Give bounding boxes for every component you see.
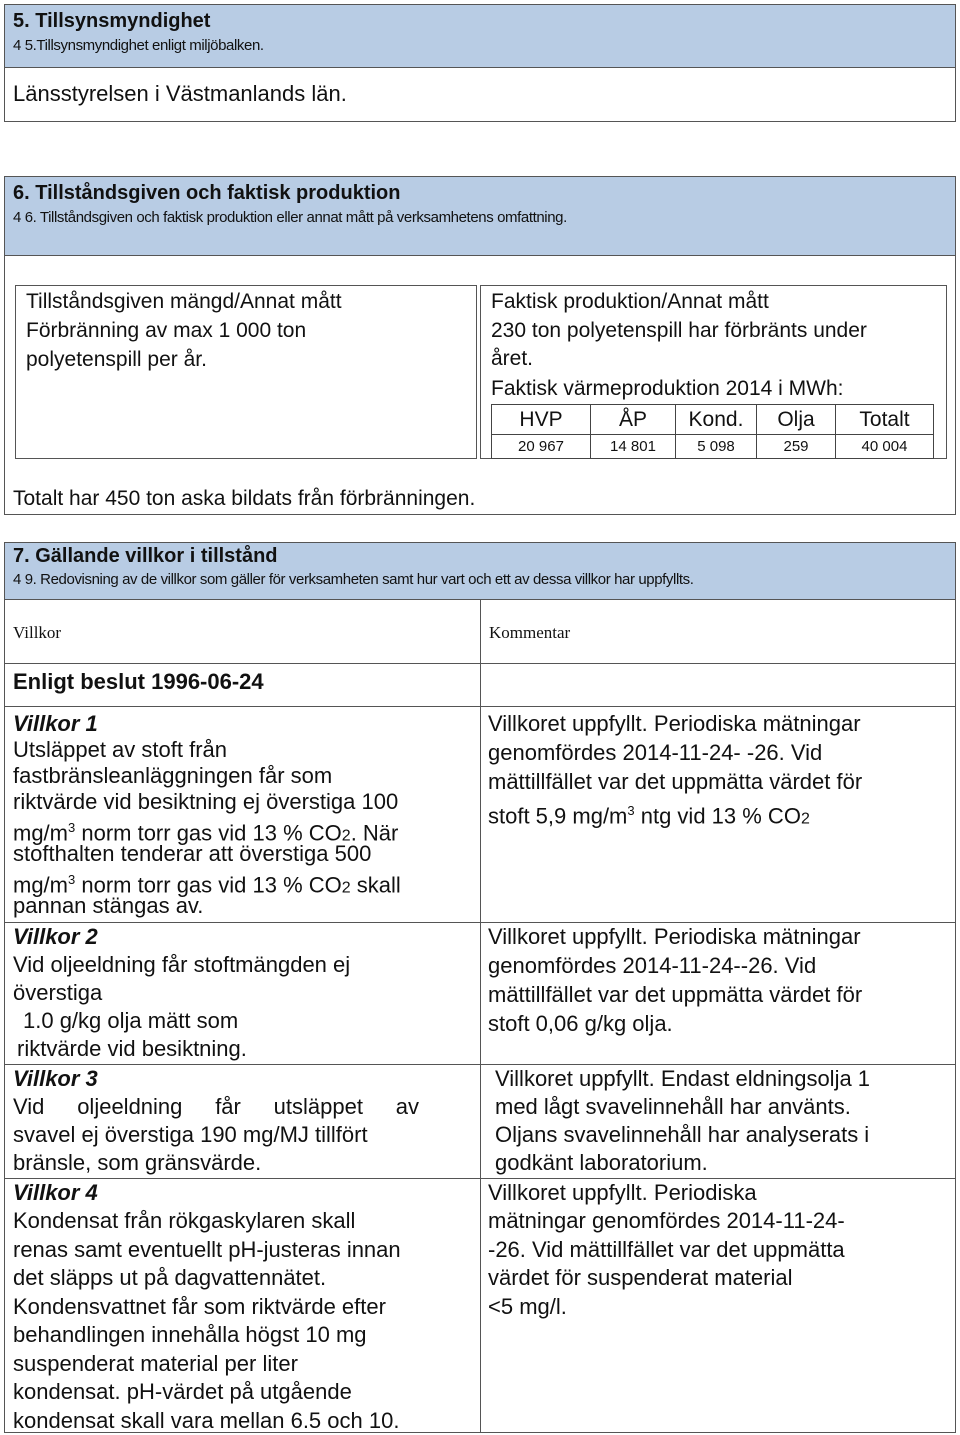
condition-3-line: Vid oljeeldning får utsläppet av (13, 1094, 419, 1119)
condition-2-line: riktvärde vid besiktning. (17, 1036, 247, 1061)
condition-4-line: renas samt eventuellt pH-justeras innan (13, 1237, 401, 1262)
condition-1-line: fastbränsleanläggningen får som (13, 763, 333, 788)
text-part: norm torr gas vid 13 % CO (75, 820, 342, 846)
condition-2-title: Villkor 2 (13, 924, 98, 949)
condition-1-cell (4, 706, 481, 923)
permitted-line-2: polyetenspill per år. (26, 348, 207, 371)
permitted-line-1: Förbränning av max 1 000 ton (26, 319, 307, 342)
col-villkor-label: Villkor (13, 623, 62, 642)
comment-4-line: -26. Vid mättillfället var det uppmätta (488, 1237, 845, 1262)
authority-value: Länsstyrelsen i Västmanlands län. (13, 81, 347, 106)
comment-2-line: stoft 0,06 g/kg olja. (488, 1011, 673, 1036)
condition-2-line: överstiga (13, 980, 103, 1005)
condition-3-cell (4, 1064, 481, 1179)
condition-4-line: suspenderat material per liter (13, 1351, 298, 1376)
actual-line-2: året. (491, 347, 534, 370)
heat-header: ÅP (591, 405, 676, 435)
superscript: 3 (68, 820, 76, 835)
text-part: skall (350, 872, 401, 898)
text-part: . När (350, 820, 399, 846)
condition-4-cell (4, 1178, 481, 1433)
actual-box (480, 285, 947, 459)
text-part: mg/m (13, 872, 68, 898)
condition-4-line: Kondensvattnet får som riktvärde efter (13, 1294, 386, 1319)
actual-line-1: 230 ton polyetenspill har förbränts under (491, 319, 867, 342)
condition-4-line: behandlingen innehålla högst 10 mg (13, 1322, 367, 1347)
comment-1-line: Villkoret uppfyllt. Periodiska mätningar (488, 711, 861, 736)
section-6-body (4, 255, 956, 515)
section-6-title: 6. Tillståndsgiven och faktisk produktion (13, 182, 401, 204)
decision-divider (480, 663, 481, 707)
decision-text: Enligt beslut 1996-06-24 (13, 669, 264, 694)
col-kommentar-label: Kommentar (489, 623, 571, 642)
heat-header: Kond. (676, 405, 757, 435)
heat-value: 20 967 (492, 435, 591, 459)
comment-1-line: genomfördes 2014-11-24- -26. Vid (488, 740, 823, 765)
condition-4-line: kondensat. pH-värdet på utgående (13, 1379, 352, 1404)
subscript-digit: 2 (800, 810, 810, 828)
condition-4-line: kondensat skall vara mellan 6.5 och 10. (13, 1408, 400, 1433)
permitted-box (15, 285, 477, 459)
condition-3-line: bränsle, som gränsvärde. (13, 1150, 262, 1175)
comment-4-cell (480, 1178, 956, 1433)
comment-2-line: Villkoret uppfyllt. Periodiska mätningar (488, 924, 861, 949)
comment-3-line: med lågt svavelinnehåll har använts. (495, 1094, 851, 1119)
comment-1-line (488, 796, 810, 833)
text-part: ntg vid 13 % CO (634, 803, 801, 829)
heat-table (491, 404, 934, 459)
superscript: 3 (627, 803, 635, 818)
ash-text: Totalt har 450 ton aska bildats från förbränningen. (13, 487, 476, 510)
col-header-villkor (4, 599, 481, 664)
section-5-title: 5. Tillsynsmyndighet (13, 10, 211, 32)
condition-1-line: stofthalten tenderar att överstiga 500 (13, 841, 372, 866)
condition-4-line: Kondensat från rökgaskylaren skall (13, 1208, 356, 1233)
heat-value: 259 (757, 435, 836, 459)
heat-header: Totalt (836, 405, 934, 435)
permitted-heading: Tillståndsgiven mängd/Annat mått (26, 290, 342, 313)
section-5-body (4, 67, 956, 122)
comment-3-cell (480, 1064, 956, 1179)
comment-3-line: Oljans svavelinnehåll har analyserats i (495, 1122, 870, 1147)
section-7-subtitle: 4 9. Redovisning av de villkor som gäller för verksamheten samt hur vart och ett av dessa villkor har uppfyllts. (13, 571, 694, 588)
text-part: norm torr gas vid 13 % CO (75, 872, 342, 898)
comment-2-line: mättillfället var det uppmätta värdet för (488, 982, 863, 1007)
heat-header-row (492, 405, 934, 435)
text-part: stoft 5,9 mg/m (488, 803, 628, 829)
comment-3-line: godkänt laboratorium. (495, 1150, 708, 1175)
actual-heading: Faktisk produktion/Annat mått (491, 290, 769, 313)
subscript-digit: 2 (341, 827, 351, 845)
section-5-subtitle: 4 5.Tillsynsmyndighet enligt miljöbalken. (13, 37, 264, 54)
comment-4-line: mätningar genomfördes 2014-11-24- (488, 1208, 845, 1233)
text-part: mg/m (13, 820, 68, 846)
comment-4-line: Villkoret uppfyllt. Periodiska (488, 1180, 757, 1205)
heat-value: 14 801 (591, 435, 676, 459)
section-7-header (4, 542, 956, 600)
condition-4-line: det släpps ut på dagvattennätet. (13, 1265, 327, 1290)
section-7-title: 7. Gällande villkor i tillstånd (13, 545, 278, 567)
comment-1-line: mättillfället var det uppmätta värdet för (488, 769, 863, 794)
condition-3-line: svavel ej överstiga 190 mg/MJ tillfört (13, 1122, 368, 1147)
condition-2-line: 1.0 g/kg olja mätt som (23, 1008, 239, 1033)
col-header-kommentar (480, 599, 956, 664)
condition-4-title: Villkor 4 (13, 1180, 98, 1205)
section-5-header (4, 4, 956, 68)
comment-3-line: Villkoret uppfyllt. Endast eldningsolja 1 (495, 1066, 871, 1091)
heat-value: 40 004 (836, 435, 934, 459)
comment-1-cell (480, 706, 956, 923)
heat-heading: Faktisk värmeproduktion 2014 i MWh: (491, 377, 844, 400)
condition-2-line: Vid oljeeldning får stoftmängden ej (13, 952, 351, 977)
heat-header: Olja (757, 405, 836, 435)
condition-1-title: Villkor 1 (13, 711, 98, 736)
comment-4-line: <5 mg/l. (488, 1294, 567, 1319)
condition-1-line: pannan stängas av. (13, 893, 204, 918)
condition-2-cell (4, 922, 481, 1065)
comment-4-line: värdet för suspenderat material (488, 1265, 793, 1290)
heat-value-row (492, 435, 934, 459)
section-6-subtitle: 4 6. Tillståndsgiven och faktisk produktion eller annat mått på verksamhetens omfattning. (13, 209, 567, 226)
subscript-digit: 2 (341, 879, 351, 897)
section-6-header (4, 176, 956, 256)
heat-header: HVP (492, 405, 591, 435)
heat-value: 5 098 (676, 435, 757, 459)
condition-1-line: Utsläppet av stoft från (13, 737, 227, 762)
comment-2-line: genomfördes 2014-11-24--26. Vid (488, 953, 817, 978)
condition-3-title: Villkor 3 (13, 1066, 98, 1091)
superscript: 3 (68, 872, 76, 887)
condition-1-line: riktvärde vid besiktning ej överstiga 100 (13, 789, 399, 814)
comment-2-cell (480, 922, 956, 1065)
